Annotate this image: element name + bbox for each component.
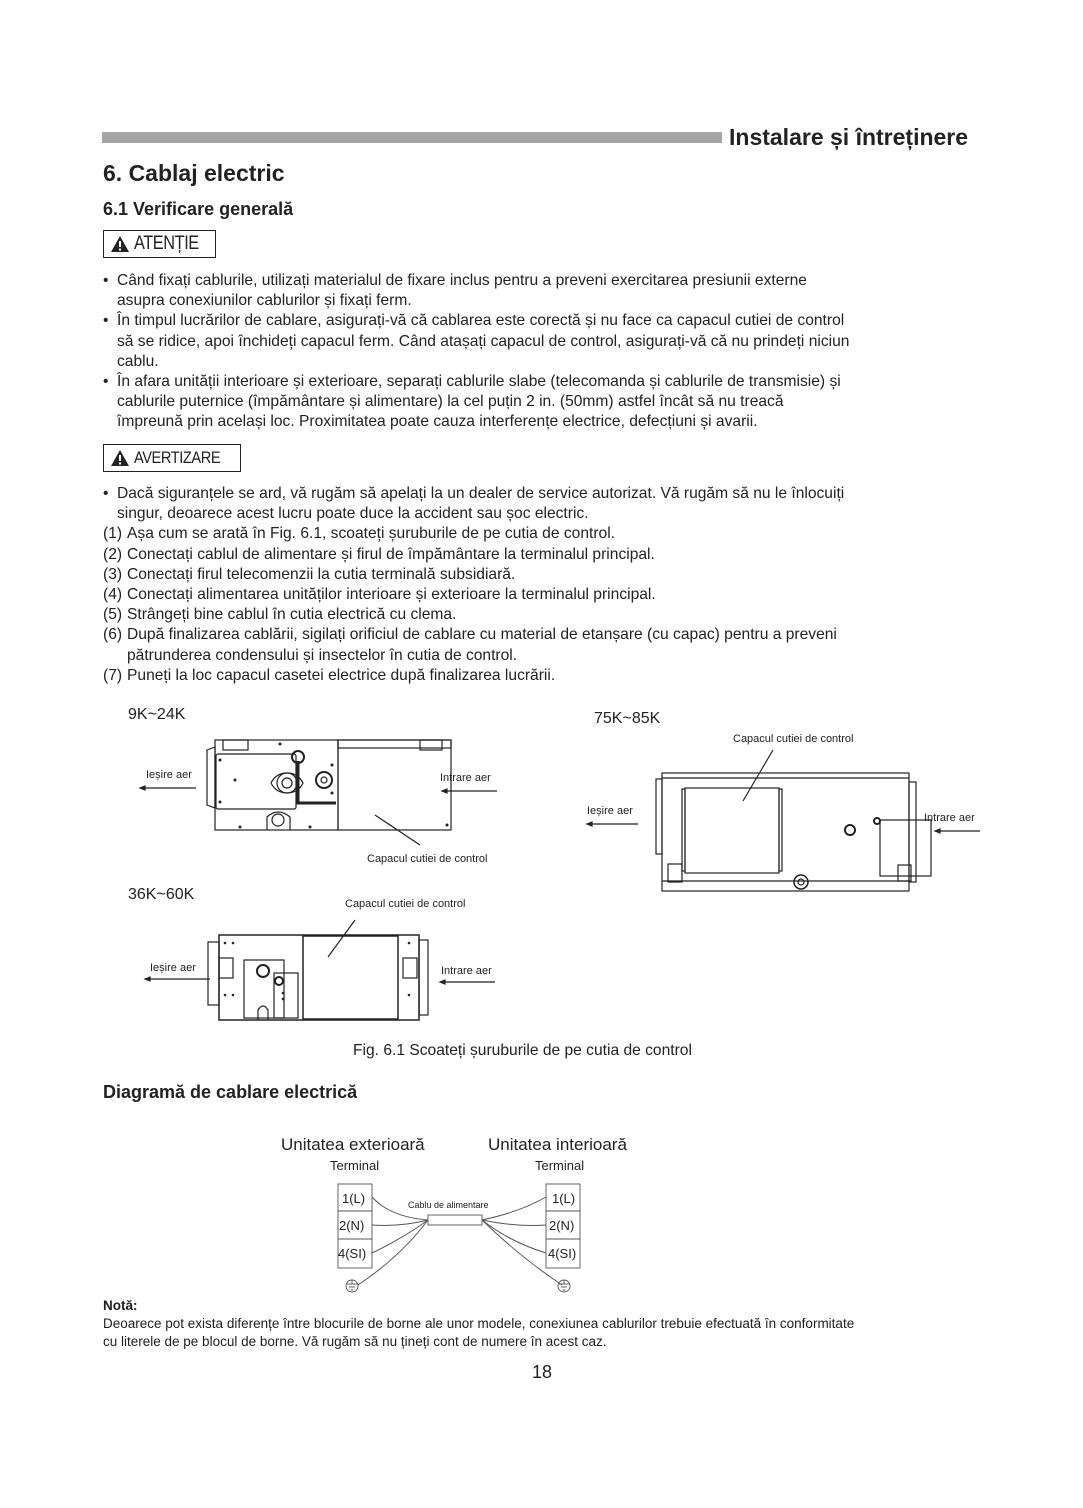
model-range-label: 36K~60K: [128, 886, 195, 903]
ground-icon: [346, 1280, 358, 1292]
unit-drawing-75k-85k: [575, 740, 985, 900]
warning-list: [103, 484, 983, 686]
air-outlet-label: Ieșire aer: [146, 769, 192, 781]
air-inlet-label: Intrare aer: [440, 772, 491, 784]
air-inlet-label: Intrare aer: [924, 812, 975, 824]
list-item: • Dacă siguranțele se ard, vă rugăm să apelați la un dealer de service autorizat. Vă rugăm să nu le înlocuiți singur, deoarece acest lucru poate duce la accident sau șoc electric.: [103, 485, 845, 523]
control-box-cover-label: Capacul cutiei de control: [345, 898, 466, 910]
indoor-terminal-label: Terminal: [535, 1158, 585, 1173]
outdoor-terminal-4: 4(SI): [338, 1246, 367, 1261]
control-box-cover-label: Capacul cutiei de control: [733, 733, 854, 745]
step-item: (6) După finalizarea cablării, sigilați orificiul de cablare cu material de etanșare (cu capac) pentru a preveni pătrunderea condensului și insectelor în cutia de control.: [103, 626, 837, 664]
wiring-diagram-title: Diagramă de cablare electrică: [103, 1082, 358, 1102]
caution-list: [103, 271, 983, 433]
model-range-label: 9K~24K: [128, 706, 186, 723]
list-item: • În afara unității interioare și exterioare, separați cablurile slabe (telecomanda și cablurile de transmisie) și cablurile puternice (împământare și alimentare) la cel puțin 2 in. (50mm) astfel încât să nu treacă împreună prin același loc. Proximitatea poate cauza interferențe electrice, defecțiuni și avarii.: [103, 373, 841, 431]
figure-caption: Fig. 6.1 Scoateți șuruburile de pe cutia de control: [353, 1042, 692, 1059]
list-item: • Când fixați cablurile, utilizați materialul de fixare inclus pentru a preveni exercitarea presiunii externe asupra conexiunilor cablurilor și fixați ferm.: [103, 272, 807, 310]
outdoor-terminal-2: 2(N): [339, 1218, 365, 1233]
indoor-unit-title: Unitatea interioară: [488, 1135, 627, 1154]
section-title: Instalare și întreținere: [729, 124, 969, 150]
unit-drawing-9k-24k: [130, 735, 510, 850]
outdoor-terminal-1: 1(L): [342, 1191, 366, 1206]
air-outlet-label: Ieșire aer: [587, 805, 633, 817]
note-text: Deoarece pot exista diferențe între blocurile de borne ale unor modele, conexiunea cablurilor trebuie efectuată în conformitate cu literele de pe blocul de borne. Vă rugăm să nu țineți cont de numere în acest caz.: [103, 1316, 855, 1349]
note-title: Notă:: [103, 1298, 138, 1313]
air-outlet-label: Ieșire aer: [150, 962, 196, 974]
header-bar: [102, 132, 722, 143]
indoor-terminal-1: 1(L): [552, 1191, 576, 1206]
list-item: • În timpul lucrărilor de cablare, asigurați-vă că cablarea este corectă și nu face ca capacul cutiei de control să se ridice, apoi închideți capacul ferm. Când atașați capacul de control, asigurați-vă că nu prindeți niciun cablu.: [103, 312, 850, 370]
step-item: (4) Conectați alimentarea unităților interioare și exterioare la terminalul principal.: [103, 586, 656, 604]
warning-triangle-icon: [110, 235, 130, 253]
unit-drawing-36k-60k: [130, 915, 510, 1025]
step-item: (1) Așa cum se arată în Fig. 6.1, scoateți șuruburile de pe cutia de control.: [103, 525, 615, 543]
step-item: (7) Puneți la loc capacul casetei electrice după finalizarea lucrării.: [103, 666, 556, 684]
model-range-label: 75K~85K: [594, 710, 661, 727]
caution-label: ATENȚIE: [134, 233, 199, 254]
indoor-terminal-2: 2(N): [549, 1218, 575, 1233]
ground-icon: [558, 1280, 570, 1292]
step-item: (2) Conectați cablul de alimentare și firul de împământare la terminalul principal.: [103, 545, 655, 563]
control-box-cover-label: Capacul cutiei de control: [367, 853, 488, 865]
step-item: (3) Conectați firul telecomenzii la cutia terminală subsidiară.: [103, 565, 516, 583]
caution-badge: [103, 230, 216, 258]
warning-triangle-icon: [110, 449, 130, 467]
subsection-title: 6.1 Verificare generală: [103, 199, 294, 219]
chapter-title: 6. Cablaj electric: [103, 160, 285, 186]
outdoor-terminal-label: Terminal: [330, 1158, 380, 1173]
warning-label: AVERTIZARE: [134, 448, 221, 467]
step-item: (5) Strângeți bine cablul în cutia electrică cu clema.: [103, 606, 457, 624]
outdoor-unit-title: Unitatea exterioară: [281, 1135, 425, 1154]
page-number: 18: [532, 1362, 553, 1382]
warning-badge: [103, 444, 241, 472]
indoor-terminal-4: 4(SI): [548, 1246, 577, 1261]
power-cable-label: Cablu de alimentare: [408, 1200, 489, 1210]
air-inlet-label: Intrare aer: [441, 965, 492, 977]
